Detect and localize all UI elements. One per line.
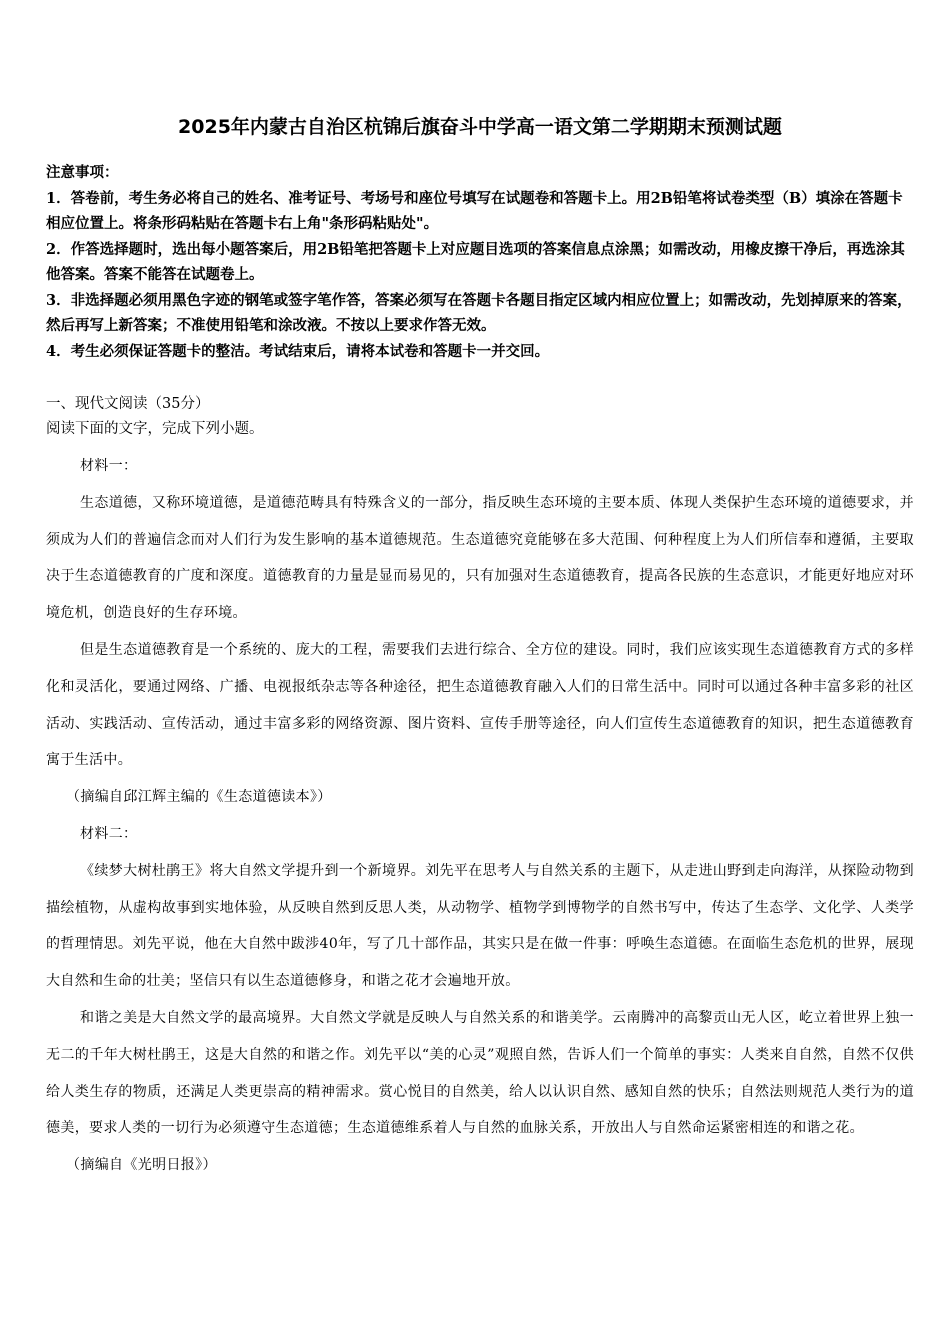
page-title: 2025年内蒙古自治区杭锦后旗奋斗中学高一语文第二学期期末预测试题 (178, 116, 782, 138)
material-source: （摘编自《光明日报》） (66, 1157, 217, 1174)
notice-item: 3．非选择题必须用黑色字迹的钢笔或签字笔作答，答案必须写在答题卡各题目指定区域内相应位置上；如需改动，先划掉原来的答案，然后再写上新答案；不准使用铅笔和涂改液。不按以上要求作答无效。 (46, 291, 912, 334)
section-instruction: 阅读下面的文字，完成下列小题。 (46, 421, 264, 437)
material-label: 材料一： (80, 458, 138, 474)
section-title: 一、现代文阅读（35分） (46, 396, 210, 412)
material-paragraph: 但是生态道德教育是一个系统的、庞大的工程，需要我们去进行综合、全方位的建设。同时，我们应该实现生态道德教育方式的多样化和灵活化，要通过网络、广播、电视报纸杂志等各种途径，把生态道德教育融入人们的日常生活中。同时可以通过各种丰富多彩的社区活动、实践活动、宣传活动，通过丰富多彩的网络资源、图片资料、宣传手册等途径，向人们宣传生态道德教育的知识，把生态道德教育寓于生活中。 (46, 641, 914, 769)
material-paragraph: 生态道德，又称环境道德，是道德范畴具有特殊含义的一部分，指反映生态环境的主要本质、体现人类保护生态环境的道德要求，并须成为人们的普遍信念而对人们行为发生影响的基本道德规范。生态道德究竟能够在多大范围、何种程度上为人们所信奉和遵循，主要取决于生态道德教育的广度和深度。道德教育的力量是显而易见的，只有加强对生态道德教育，提高各民族的生态意识，才能更好地应对环境危机，创造良好的生存环境。 (46, 494, 914, 622)
notice-item: 1．答卷前，考生务必将自己的姓名、准考证号、考场号和座位号填写在试题卷和答题卡上。用2B铅笔将试卷类型（B）填涂在答题卡相应位置上。将条形码粘贴在答题卡右上角"条形码粘贴处"。 (46, 189, 903, 232)
notice-heading: 注意事项： (46, 164, 119, 181)
material-source: （摘编自邱江辉主编的《生态道德读本》） (66, 789, 332, 806)
material-paragraph: 《续梦大树杜鹃王》将大自然文学提升到一个新境界。刘先平在思考人与自然关系的主题下，从走进山野到走向海洋，从探险动物到描绘植物，从虚构故事到实地体验，从反映自然到反思人类，从动物学、植物学到博物学的自然书写中，传达了生态学、文化学、人类学的哲理情思。刘先平说，他在大自然中跋涉40年，写了几十部作品，其实只是在做一件事：呼唤生态道德。在面临生态危机的世界，展现大自然和生命的壮美；坚信只有以生态道德修身，和谐之花才会遍地开放。 (46, 862, 914, 990)
material-label: 材料二： (80, 825, 138, 842)
reading-passage (46, 448, 914, 1184)
notice-block (46, 160, 914, 364)
material-paragraph: 和谐之美是大自然文学的最高境界。大自然文学就是反映人与自然关系的和谐美学。云南腾冲的高黎贡山无人区，屹立着世界上独一无二的千年大树杜鹃王，这是大自然的和谐之作。刘先平以“美的心灵”观照自然，告诉人们一个简单的事实：人类来自自然，自然不仅供给人类生存的物质，还满足人类更崇高的精神需求。赏心悦目的自然美，给人以认识自然、感知自然的快乐；自然法则规范人类行为的道德美，要求人类的一切行为必须遵守生态道德；生态道德维系着人与自然的血脉关系，开放出人与自然命运紧密相连的和谐之花。 (46, 1009, 914, 1137)
notice-item: 4．考生必须保证答题卡的整洁。考试结束后，请将本试卷和答题卡一并交回。 (46, 342, 550, 360)
notice-item: 2．作答选择题时，选出每小题答案后，用2B铅笔把答题卡上对应题目选项的答案信息点涂黑；如需改动，用橡皮擦干净后，再选涂其他答案。答案不能答在试题卷上。 (46, 240, 905, 283)
